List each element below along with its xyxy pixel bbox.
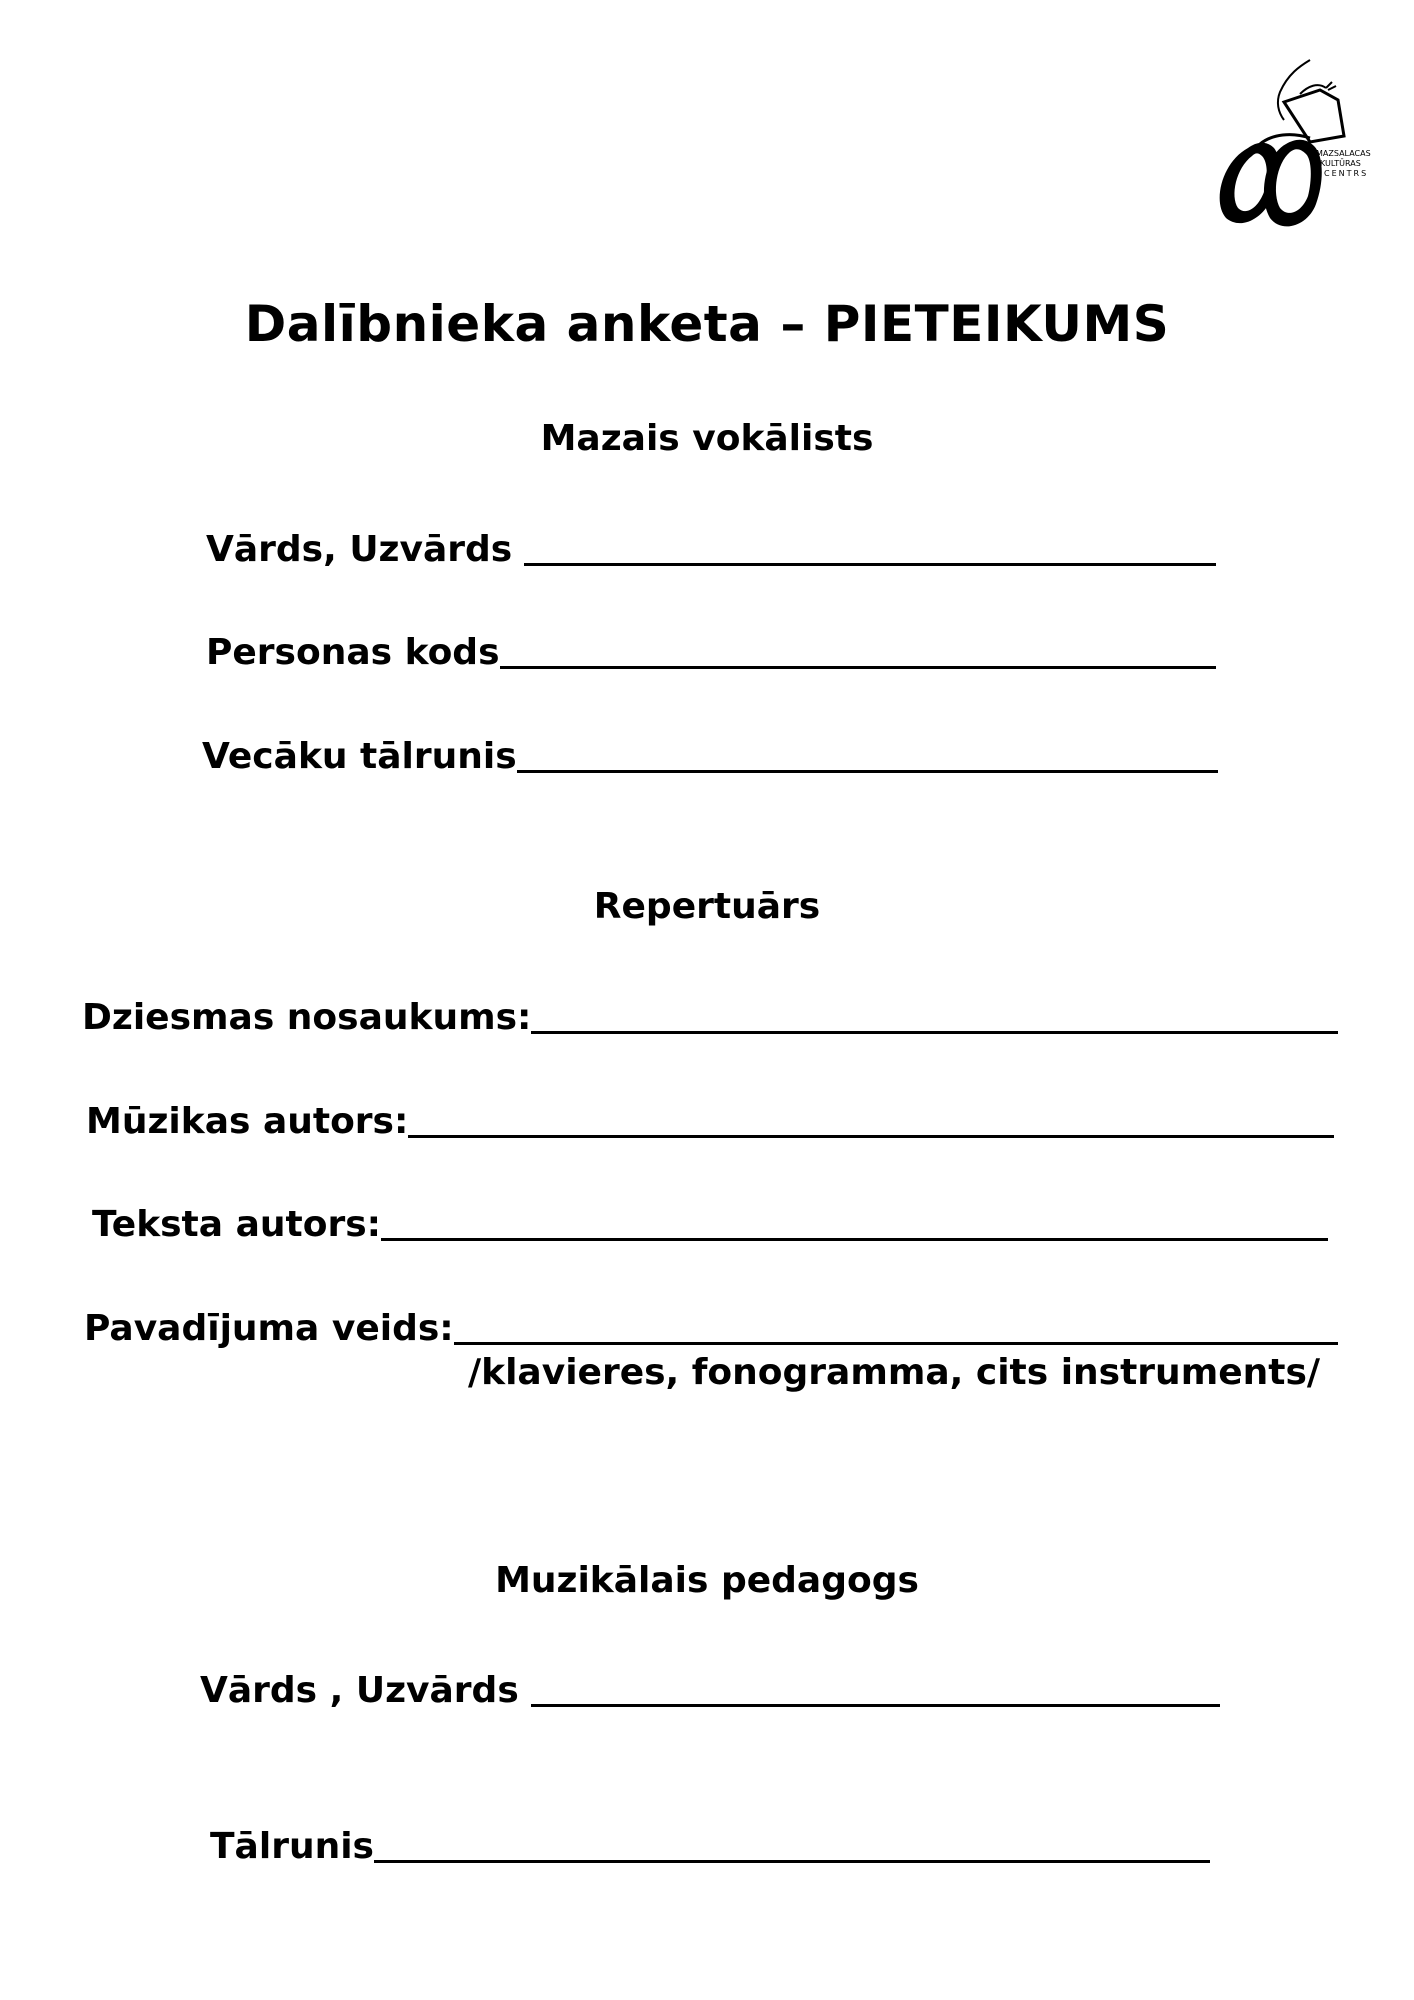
lyrics-author-input[interactable] — [381, 1238, 1328, 1241]
logo-text-line-2: KULTŪRAS — [1320, 159, 1361, 168]
teacher-name-input[interactable] — [531, 1704, 1220, 1707]
participant-section-heading: Mazais vokālists — [540, 418, 874, 459]
participant-name-field — [206, 520, 1216, 570]
accompaniment-type-label: Pavadījuma veids: — [84, 1308, 454, 1349]
teacher-phone-label: Tālrunis — [210, 1826, 374, 1867]
lyrics-author-label: Teksta autors: — [92, 1204, 382, 1245]
personal-code-input[interactable] — [500, 666, 1216, 669]
parent-phone-input[interactable] — [517, 770, 1218, 773]
music-author-input[interactable] — [408, 1135, 1334, 1138]
accompaniment-type-input[interactable] — [454, 1342, 1338, 1345]
repertoire-section-heading: Repertuārs — [593, 886, 821, 927]
accompaniment-type-field — [84, 1299, 1338, 1349]
song-title-label: Dziesmas nosaukums: — [82, 997, 532, 1038]
participant-name-input[interactable] — [524, 563, 1216, 566]
page-title: Dalībnieka anketa – PIETEIKUMS — [244, 295, 1170, 353]
song-title-field — [82, 988, 1338, 1038]
teacher-section-heading: Muzikālais pedagogs — [495, 1560, 919, 1601]
parent-phone-label: Vecāku tālrunis — [202, 736, 517, 777]
accompaniment-options-note: /klavieres, fonogramma, cits instruments/ — [468, 1352, 1321, 1393]
logo-text-line-1: MAZSALACAS — [1316, 149, 1371, 158]
teacher-phone-input[interactable] — [374, 1860, 1210, 1863]
teacher-name-label: Vārds , Uzvārds — [200, 1670, 519, 1711]
logo-text-line-3: CENTRS — [1324, 169, 1369, 178]
parent-phone-field — [202, 727, 1218, 777]
teacher-phone-field — [210, 1817, 1210, 1867]
music-author-label: Mūzikas autors: — [86, 1101, 409, 1142]
mazsalaca-culture-center-logo — [1200, 52, 1371, 232]
lyrics-author-field — [92, 1195, 1328, 1245]
personal-code-label: Personas kods — [206, 632, 500, 673]
song-title-input[interactable] — [531, 1031, 1338, 1034]
personal-code-field — [206, 623, 1216, 673]
music-author-field — [86, 1092, 1334, 1142]
participant-name-label: Vārds, Uzvārds — [206, 529, 513, 570]
teacher-name-field — [200, 1661, 1220, 1711]
